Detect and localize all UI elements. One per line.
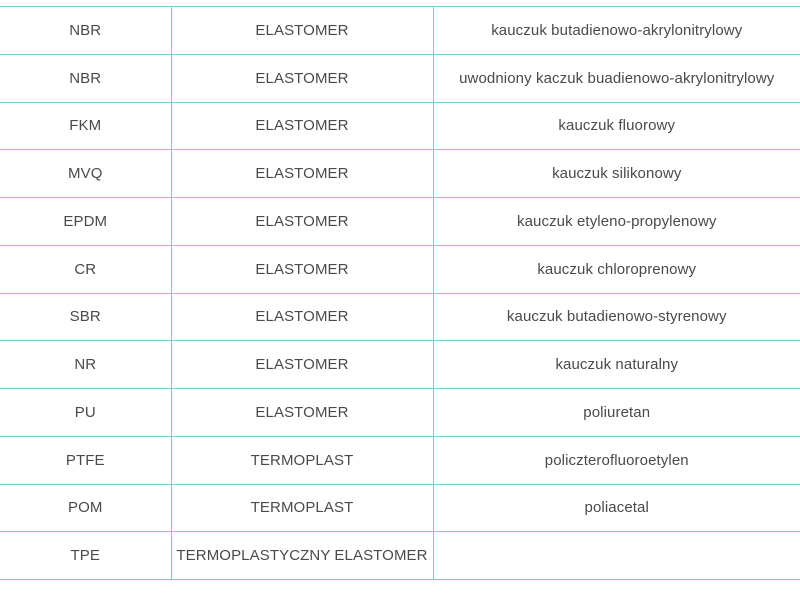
table-row — [0, 436, 800, 484]
table-row — [0, 341, 800, 389]
table-row — [0, 102, 800, 150]
material-description-cell: kauczuk chloroprenowy — [433, 245, 800, 293]
material-description-cell: kauczuk fluorowy — [433, 102, 800, 150]
material-description-cell: kauczuk naturalny — [433, 341, 800, 389]
materials-table — [0, 6, 800, 580]
table-row — [0, 54, 800, 102]
material-description-cell: kauczuk butadienowo-styrenowy — [433, 293, 800, 341]
material-category-cell: ELASTOMER — [171, 341, 433, 389]
material-code-cell: NBR — [0, 7, 171, 55]
material-code-cell: NBR — [0, 54, 171, 102]
table-row — [0, 150, 800, 198]
material-category-cell: ELASTOMER — [171, 54, 433, 102]
material-description-cell: kauczuk etyleno-propylenowy — [433, 198, 800, 246]
material-description-cell: kauczuk silikonowy — [433, 150, 800, 198]
material-description-cell: uwodniony kaczuk buadienowo-akrylonitrylowy — [433, 54, 800, 102]
table-row — [0, 484, 800, 532]
material-code-cell: SBR — [0, 293, 171, 341]
material-description-cell — [433, 532, 800, 580]
material-category-cell: ELASTOMER — [171, 102, 433, 150]
material-category-cell: ELASTOMER — [171, 7, 433, 55]
table-row — [0, 532, 800, 580]
material-category-cell: TERMOPLASTYCZNY ELASTOMER — [171, 532, 433, 580]
material-code-cell: MVQ — [0, 150, 171, 198]
table-row — [0, 389, 800, 437]
material-code-cell: PTFE — [0, 436, 171, 484]
table-row — [0, 198, 800, 246]
material-description-cell: policzterofluoroetylen — [433, 436, 800, 484]
material-category-cell: ELASTOMER — [171, 293, 433, 341]
material-code-cell: FKM — [0, 102, 171, 150]
material-code-cell: NR — [0, 341, 171, 389]
material-category-cell: ELASTOMER — [171, 198, 433, 246]
material-category-cell: TERMOPLAST — [171, 436, 433, 484]
table-row — [0, 245, 800, 293]
material-description-cell: kauczuk butadienowo-akrylonitrylowy — [433, 7, 800, 55]
material-category-cell: ELASTOMER — [171, 245, 433, 293]
material-category-cell: ELASTOMER — [171, 389, 433, 437]
material-description-cell: poliuretan — [433, 389, 800, 437]
material-code-cell: PU — [0, 389, 171, 437]
material-description-cell: poliacetal — [433, 484, 800, 532]
material-category-cell: ELASTOMER — [171, 150, 433, 198]
material-code-cell: CR — [0, 245, 171, 293]
table-row — [0, 293, 800, 341]
materials-table-container — [0, 6, 800, 580]
material-code-cell: TPE — [0, 532, 171, 580]
material-category-cell: TERMOPLAST — [171, 484, 433, 532]
table-row — [0, 7, 800, 55]
material-code-cell: POM — [0, 484, 171, 532]
material-code-cell: EPDM — [0, 198, 171, 246]
